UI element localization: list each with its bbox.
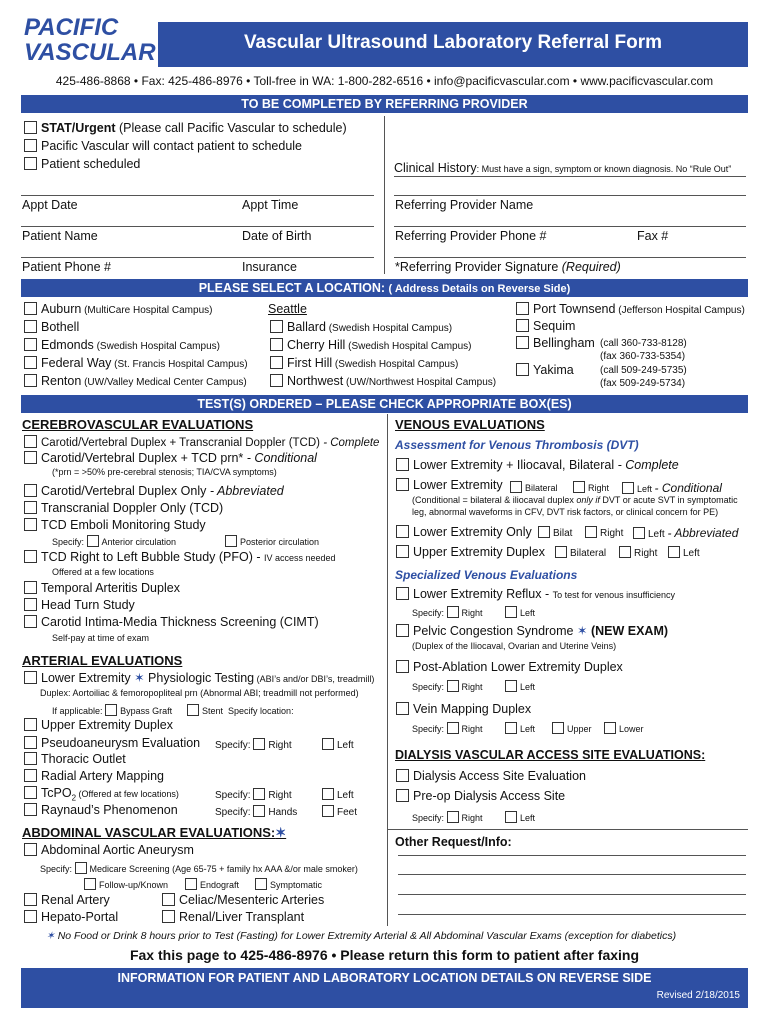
tcpo-left-label: Left — [337, 790, 354, 801]
le-only-right-checkbox[interactable] — [585, 526, 597, 538]
aaa-label: Abdominal Aortic Aneurysm — [41, 843, 194, 857]
le-physiologic-checkbox[interactable] — [24, 671, 37, 684]
vein-mapping-specify-label: Specify: — [412, 724, 445, 734]
first-hill-campus: (Swedish Hospital Campus) — [332, 359, 459, 370]
tcd-only-checkbox[interactable] — [24, 501, 37, 514]
pseudo-right-checkbox[interactable] — [253, 738, 265, 750]
dialysis-heading: DIALYSIS VASCULAR ACCESS SITE EVALUATIONS — [395, 748, 702, 762]
other-line-2[interactable] — [398, 874, 746, 875]
other-line-4[interactable] — [398, 914, 746, 915]
if-applicable-label: If applicable: — [52, 706, 103, 716]
vm-upper-checkbox[interactable] — [552, 722, 564, 734]
ue-right-checkbox[interactable] — [619, 546, 631, 558]
sequim-label: Sequim — [533, 319, 576, 333]
rule — [394, 195, 746, 196]
dialysis-access-label: Dialysis Access Site Evaluation — [413, 769, 586, 783]
cherry-hill-label: Cherry Hill — [287, 338, 346, 352]
vm-lower-checkbox[interactable] — [604, 722, 616, 734]
stat-note: (Please call Pacific Vascular to schedule) — [115, 121, 347, 135]
le-iliocaval-checkbox[interactable] — [396, 458, 409, 471]
bypass-checkbox[interactable] — [105, 704, 117, 716]
page-title: Vascular Ultrasound Laboratory Referral Form — [243, 32, 663, 53]
location-bar-title: PLEASE SELECT A LOCATION: — [198, 281, 389, 295]
section-bar-location — [21, 279, 748, 297]
location-bar-note: ( Address Details on Reverse Side) — [388, 283, 571, 295]
bellingham-call: (call 360-733-8128) — [600, 338, 687, 349]
le-only-label: Lower Extremity Only — [413, 525, 532, 539]
ue-venous-label: Upper Extremity Duplex — [413, 545, 545, 559]
reflux-right-label: Right — [461, 608, 483, 618]
signature-label: *Referring Provider Signature — [395, 260, 562, 274]
le-only-right-label: Right — [600, 528, 624, 539]
federal-way-campus: (St. Francis Hospital Campus) — [111, 359, 248, 370]
tcpo-specify-label: Specify: — [215, 790, 251, 801]
pseudo-left-checkbox[interactable] — [322, 738, 334, 750]
le-iliocaval-label: Lower Extremity + Iliocaval, Bilateral — [413, 458, 618, 472]
patient-phone-label: Patient Phone # — [22, 260, 111, 274]
northwest-campus: (UW/Northwest Hospital Campus) — [343, 377, 497, 388]
reflux-label: Lower Extremity Reflux - — [413, 587, 553, 601]
pseudo-label: Pseudoaneurysm Evaluation — [41, 736, 201, 750]
reflux-left-label: Left — [520, 608, 536, 618]
le-left-checkbox[interactable] — [622, 482, 634, 494]
info-bar-text: INFORMATION FOR PATIENT AND LABORATORY LOCATION DETAILS ON REVERSE SIDE — [117, 971, 652, 985]
tcpo-label: TcPO — [41, 786, 72, 800]
radial-checkbox[interactable] — [24, 769, 37, 782]
venous-heading: VENOUS EVALUATIONS — [395, 417, 545, 432]
pv-contact-label: Pacific Vascular will contact patient to schedule — [41, 139, 303, 153]
port-townsend-label: Port Townsend — [533, 302, 616, 316]
ue-bilateral-checkbox[interactable] — [555, 546, 567, 558]
tcd-prn-label: Carotid/Vertebral Duplex + TCD prn* — [41, 451, 247, 465]
hands-label: Hands — [268, 807, 298, 818]
dialysis-left-label: Left — [520, 813, 536, 823]
ref-provider-phone-label: Referring Provider Phone # — [395, 229, 547, 243]
dialysis-access-checkbox[interactable] — [396, 769, 409, 782]
ue-right-label: Right — [634, 548, 658, 559]
post-ablation-left-checkbox[interactable] — [505, 680, 517, 692]
ue-venous-checkbox[interactable] — [396, 545, 409, 558]
vein-mapping-checkbox[interactable] — [396, 702, 409, 715]
provider-divider — [384, 116, 385, 274]
reflux-right-checkbox[interactable] — [447, 606, 459, 618]
aaa-specify-label: Specify: — [40, 864, 73, 874]
other-divider — [387, 829, 748, 830]
ballard-label: Ballard — [287, 320, 326, 334]
vm-upper-label: Upper — [567, 724, 592, 734]
first-hill-label: First Hill — [287, 356, 333, 370]
vm-left-label: Left — [520, 724, 536, 734]
tcpo-left-checkbox[interactable] — [322, 788, 334, 800]
tcd-complete-label: Carotid/Vertebral Duplex + Transcranial Doppler (TCD) — [41, 437, 324, 449]
ballard-checkbox[interactable] — [270, 320, 283, 333]
le-bilateral-checkbox[interactable] — [510, 481, 522, 493]
thoracic-label: Thoracic Outlet — [41, 752, 126, 766]
tcpo-right-checkbox[interactable] — [253, 788, 265, 800]
pseudo-checkbox[interactable] — [24, 736, 37, 749]
logo — [24, 16, 164, 68]
stent-label: Stent — [202, 706, 224, 716]
post-ablation-left-label: Left — [520, 682, 536, 692]
rule — [394, 257, 746, 258]
sequim-checkbox[interactable] — [516, 319, 529, 332]
thoracic-checkbox[interactable] — [24, 752, 37, 765]
cimt-label: Carotid Intima-Media Thickness Screening (CIMT) — [41, 615, 319, 629]
le-only-checkbox[interactable] — [396, 525, 409, 538]
celiac-checkbox[interactable] — [162, 893, 175, 906]
feet-checkbox[interactable] — [322, 805, 334, 817]
duplex-note: Duplex: Aortoiliac & femoropopliteal prn (Abnormal ABI; treadmill not performed) — [40, 688, 359, 698]
followup-checkbox[interactable] — [84, 878, 96, 890]
edmonds-checkbox[interactable] — [24, 338, 37, 351]
hepato-label: Hepato-Portal — [41, 910, 119, 924]
dialysis-specify-label: Specify: — [412, 813, 445, 823]
federal-way-label: Federal Way — [41, 356, 112, 370]
tcd-prn-checkbox[interactable] — [24, 451, 37, 464]
bubble-checkbox[interactable] — [24, 550, 37, 563]
tcpo-subscript: 2 — [71, 793, 77, 803]
other-request-label: Other Request/Info: — [395, 835, 512, 849]
post-ablation-specify-label: Specify: — [412, 682, 445, 692]
scheduled-checkbox[interactable] — [24, 157, 37, 170]
dvt-heading: Assessment for Venous Thrombosis (DVT) — [395, 438, 639, 452]
temporal-checkbox[interactable] — [24, 581, 37, 594]
revised-date: Revised 2/18/2015 — [656, 990, 740, 1001]
radial-label: Radial Artery Mapping — [41, 769, 164, 783]
star-icon: ✶ — [134, 671, 149, 685]
fax-label: Fax # — [637, 229, 669, 243]
auburn-checkbox[interactable] — [24, 302, 37, 315]
northwest-label: Northwest — [287, 374, 344, 388]
appt-date-label: Appt Date — [22, 198, 78, 212]
raynaud-label: Raynaud’s Phenomenon — [41, 803, 178, 817]
edmonds-campus: (Swedish Hospital Campus) — [93, 341, 220, 352]
ue-left-checkbox[interactable] — [668, 546, 680, 558]
rule — [394, 226, 746, 227]
yakima-fax: (fax 509-249-5734) — [600, 378, 686, 389]
post-ablation-label: Post-Ablation Lower Extremity Duplex — [413, 660, 623, 674]
pseudo-right-label: Right — [268, 740, 292, 751]
rule — [21, 195, 374, 196]
cv-only-qualifier: - Abbreviated — [209, 484, 284, 498]
pelvic-checkbox[interactable] — [396, 624, 409, 637]
bellingham-label: Bellingham — [533, 336, 595, 350]
rule — [21, 226, 374, 227]
vm-right-label: Right — [461, 724, 483, 734]
medicare-checkbox[interactable] — [75, 862, 87, 874]
clinical-history-line[interactable] — [394, 176, 746, 177]
endograft-checkbox[interactable] — [185, 878, 197, 890]
le-only-bilat-checkbox[interactable] — [538, 526, 550, 538]
bellingham-checkbox[interactable] — [516, 336, 529, 349]
auburn-campus: (MultiCare Hospital Campus) — [81, 305, 213, 316]
section-bar-provider: TO BE COMPLETED BY REFERRING PROVIDER — [21, 95, 748, 113]
port-townsend-campus: (Jefferson Hospital Campus) — [615, 305, 745, 316]
tcd-only-label: Transcranial Doppler Only (TCD) — [41, 501, 224, 515]
stat-checkbox[interactable] — [24, 121, 37, 134]
section-bar-tests: TEST(S) ORDERED – PLEASE CHECK APPROPRIATE BOX(ES) — [21, 395, 748, 413]
le-conditional-checkbox[interactable] — [396, 478, 409, 491]
le-only-left-checkbox[interactable] — [633, 527, 645, 539]
cond-note-b: DVT or acute SVT in symptomatic — [599, 495, 738, 505]
emboli-checkbox[interactable] — [24, 518, 37, 531]
abdominal-heading: ABDOMINAL VASCULAR EVALUATIONS: — [22, 825, 276, 840]
emboli-label: TCD Emboli Monitoring Study — [41, 518, 206, 532]
celiac-label: Celiac/Mesenteric Arteries — [179, 893, 325, 907]
scheduled-label: Patient scheduled — [41, 157, 141, 171]
vm-left-checkbox[interactable] — [505, 722, 517, 734]
tcd-complete-checkbox[interactable] — [24, 435, 37, 448]
cerebrovascular-heading: CEREBROVASCULAR EVALUATIONS — [22, 417, 254, 432]
renton-label: Renton — [41, 374, 82, 388]
cond-note-only-if: only if — [576, 495, 600, 505]
pelvic-new-badge: (NEW EXAM) — [590, 624, 669, 638]
rule — [21, 257, 374, 258]
star-icon: ✶ — [576, 624, 591, 638]
temporal-label: Temporal Arteritis Duplex — [41, 581, 180, 595]
transplant-checkbox[interactable] — [162, 910, 175, 923]
le-right-checkbox[interactable] — [573, 481, 585, 493]
auburn-label: Auburn — [41, 302, 82, 316]
medicare-label: Medicare Screening (Age 65-75 + family hx AAA &/or male smoker) — [89, 864, 358, 874]
northwest-checkbox[interactable] — [270, 374, 283, 387]
star-icon: ✶ — [275, 825, 287, 840]
le-conditional-label: Lower Extremity — [413, 478, 503, 492]
bothell-checkbox[interactable] — [24, 320, 37, 333]
stat-label: STAT/Urgent — [41, 121, 116, 135]
preop-dialysis-checkbox[interactable] — [396, 789, 409, 802]
prn-note: (*prn = >50% pre-cerebral stenosis; TIA/CVA symptoms) — [52, 467, 277, 477]
pelvic-label: Pelvic Congestion Syndrome — [413, 624, 577, 638]
le-conditional-qualifier: - Conditional — [654, 481, 722, 495]
fax-instruction: Fax this page to 425-486-8976 • Please return this form to patient after faxing — [129, 947, 640, 963]
cv-only-label: Carotid/Vertebral Duplex Only — [41, 484, 210, 498]
le-physiologic-note: (ABI’s and/or DBI’s, treadmill) — [254, 674, 375, 684]
bubble-note: IV access needed — [264, 553, 336, 563]
yakima-checkbox[interactable] — [516, 363, 529, 376]
reflux-note: To test for venous insufficiency — [552, 590, 676, 600]
pv-contact-checkbox[interactable] — [24, 139, 37, 152]
cond-note-a: (Conditional = bilateral & iliocaval duplex — [412, 495, 577, 505]
reflux-checkbox[interactable] — [396, 587, 409, 600]
tcpo-checkbox[interactable] — [24, 786, 37, 799]
dialysis-colon: : — [701, 748, 706, 762]
le-only-qualifier: - Abbreviated — [667, 526, 739, 540]
clinical-history-label: Clinical History — [394, 161, 477, 175]
cond-note-c: leg, abnormal waveforms in CFV, DVT risk factors, or clinical concern for PE) — [412, 507, 719, 517]
raynaud-checkbox[interactable] — [24, 803, 37, 816]
post-ablation-right-checkbox[interactable] — [447, 680, 459, 692]
post-ablation-right-label: Right — [461, 682, 483, 692]
arterial-heading: ARTERIAL EVALUATIONS — [22, 653, 183, 668]
bellingham-fax: (fax 360-733-5354) — [600, 351, 686, 362]
tests-divider — [387, 414, 388, 926]
yakima-label: Yakima — [533, 363, 574, 377]
bubble-locations: Offered at a few locations — [52, 567, 154, 577]
post-ablation-checkbox[interactable] — [396, 660, 409, 673]
dob-label: Date of Birth — [242, 229, 312, 243]
anterior-checkbox[interactable] — [87, 535, 99, 547]
hands-checkbox[interactable] — [253, 805, 265, 817]
vein-mapping-label: Vein Mapping Duplex — [413, 702, 532, 716]
star-icon: ✶ — [46, 930, 58, 942]
bothell-label: Bothell — [41, 320, 80, 334]
vm-lower-label: Lower — [619, 724, 644, 734]
le-only-left-label: Left — [648, 529, 665, 540]
aaa-checkbox[interactable] — [24, 843, 37, 856]
other-line-3[interactable] — [398, 894, 746, 895]
le-physiologic-label: Lower Extremity — [41, 671, 135, 685]
section-bar-info — [21, 968, 748, 1008]
tcd-complete-qualifier: - Complete — [323, 437, 380, 449]
emboli-specify-label: Specify: — [52, 537, 85, 547]
le-physiologic-bold: Physiologic Testing — [148, 671, 255, 685]
contact-line: 425-486-8868 • Fax: 425-486-8976 • Toll-free in WA: 1-800-282-6516 • info@pacificvascular.com • www.pacificvascular.com — [55, 74, 714, 88]
ue-duplex-checkbox[interactable] — [24, 718, 37, 731]
logo-line1: PACIFIC — [24, 14, 119, 41]
bypass-label: Bypass Graft — [120, 706, 173, 716]
ballard-campus: (Swedish Hospital Campus) — [325, 323, 453, 334]
le-right-label: Right — [588, 483, 610, 493]
specialized-venous-heading: Specialized Venous Evaluations — [395, 568, 578, 582]
endograft-label: Endograft — [200, 880, 240, 890]
patient-name-label: Patient Name — [22, 229, 98, 243]
bubble-label: TCD Right to Left Bubble Study (PFO) - — [41, 550, 264, 564]
le-iliocaval-qualifier: - Complete — [617, 458, 679, 472]
renton-campus: (UW/Valley Medical Center Campus) — [81, 377, 247, 388]
first-hill-checkbox[interactable] — [270, 356, 283, 369]
raynaud-specify-label: Specify: — [215, 807, 251, 818]
logo-line2: VASCULAR — [24, 39, 156, 66]
yakima-call: (call 509-249-5735) — [600, 365, 687, 376]
appt-time-label: Appt Time — [242, 198, 299, 212]
le-bilateral-label: Bilateral — [525, 483, 558, 493]
dialysis-right-checkbox[interactable] — [447, 811, 459, 823]
reflux-specify-label: Specify: — [412, 608, 445, 618]
fasting-note: No Food or Drink 8 hours prior to Test (Fasting) for Lower Extremity Arterial & All Abdominal Vascular Exams (exception for diabetics) — [57, 930, 677, 942]
edmonds-label: Edmonds — [41, 338, 94, 352]
headturn-label: Head Turn Study — [41, 598, 135, 612]
stent-location-label: Specify location: — [228, 706, 294, 716]
dialysis-right-label: Right — [461, 813, 483, 823]
tcpo-note: (Offered at few locations) — [76, 789, 179, 799]
posterior-checkbox[interactable] — [225, 535, 237, 547]
le-only-bilat-label: Bilat — [553, 528, 573, 539]
vm-right-checkbox[interactable] — [447, 722, 459, 734]
hepato-checkbox[interactable] — [24, 910, 37, 923]
other-line-1[interactable] — [398, 855, 746, 856]
pelvic-note: (Duplex of the Iliocaval, Ovarian and Uterine Veins) — [412, 641, 617, 651]
ue-left-label: Left — [683, 548, 700, 559]
cimt-checkbox[interactable] — [24, 615, 37, 628]
transplant-label: Renal/Liver Transplant — [179, 910, 305, 924]
insurance-label: Insurance — [242, 260, 297, 274]
federal-way-checkbox[interactable] — [24, 356, 37, 369]
tcpo-right-label: Right — [268, 790, 292, 801]
pseudo-specify-label: Specify: — [215, 740, 251, 751]
ue-bilateral-label: Bilateral — [570, 548, 607, 559]
renal-label: Renal Artery — [41, 893, 110, 907]
stent-checkbox[interactable] — [187, 704, 199, 716]
le-left-label: Left — [637, 484, 653, 494]
cherry-hill-campus: (Swedish Hospital Campus) — [345, 341, 472, 352]
preop-dialysis-label: Pre-op Dialysis Access Site — [413, 789, 566, 803]
cimt-note: Self-pay at time of exam — [52, 633, 150, 643]
dialysis-left-checkbox[interactable] — [505, 811, 517, 823]
anterior-label: Anterior circulation — [101, 537, 177, 547]
clinical-history-note: : Must have a sign, symptom or known diagnosis. No “Rule Out” — [476, 164, 732, 174]
symptomatic-checkbox[interactable] — [255, 878, 267, 890]
cherry-hill-checkbox[interactable] — [270, 338, 283, 351]
feet-label: Feet — [337, 807, 358, 818]
renal-checkbox[interactable] — [24, 893, 37, 906]
port-townsend-checkbox[interactable] — [516, 302, 529, 315]
seattle-heading: Seattle — [268, 302, 307, 316]
cv-only-checkbox[interactable] — [24, 484, 37, 497]
signature-required: (Required) — [561, 260, 621, 274]
renton-checkbox[interactable] — [24, 374, 37, 387]
ue-duplex-label: Upper Extremity Duplex — [41, 718, 173, 732]
followup-label: Follow-up/Known — [99, 880, 169, 890]
ref-provider-name-label: Referring Provider Name — [395, 198, 534, 212]
posterior-label: Posterior circulation — [240, 537, 320, 547]
headturn-checkbox[interactable] — [24, 598, 37, 611]
symptomatic-label: Symptomatic — [270, 880, 323, 890]
reflux-left-checkbox[interactable] — [505, 606, 517, 618]
tcd-prn-qualifier: - Conditional — [246, 451, 317, 465]
pseudo-left-label: Left — [337, 740, 354, 751]
